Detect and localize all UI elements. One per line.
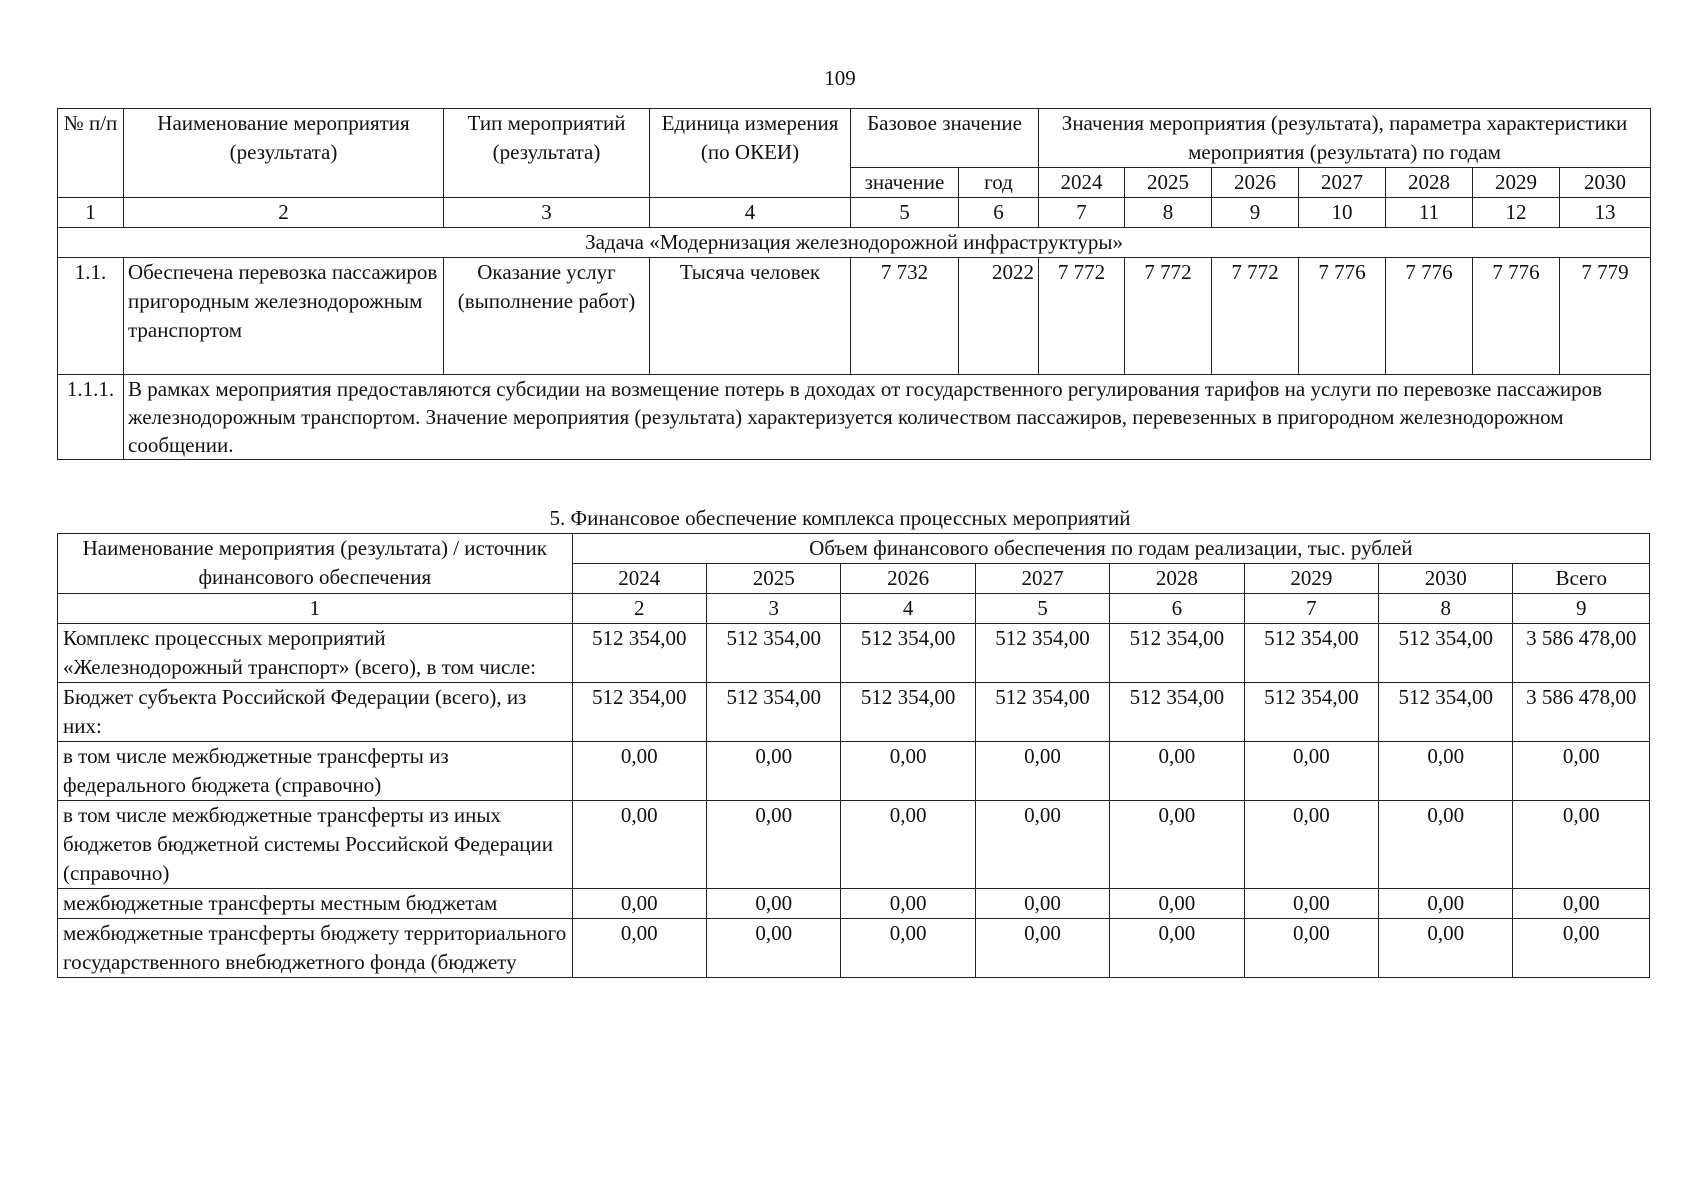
column-number: 4 xyxy=(650,198,851,228)
row-value: 0,00 xyxy=(975,801,1109,889)
row-value: 0,00 xyxy=(707,742,841,801)
row-base-value: 7 732 xyxy=(851,258,959,375)
row-value: 0,00 xyxy=(572,889,706,919)
header-base-value: значение xyxy=(851,168,959,198)
row-value: 0,00 xyxy=(1110,919,1244,978)
row-total: 0,00 xyxy=(1513,801,1650,889)
header-name: Наименование мероприятия (результата) xyxy=(124,109,444,198)
row-value: 0,00 xyxy=(707,801,841,889)
column-number: 12 xyxy=(1473,198,1560,228)
row-value: 0,00 xyxy=(975,889,1109,919)
row-value: 512 354,00 xyxy=(1244,624,1378,683)
row-value: 512 354,00 xyxy=(975,683,1109,742)
row-value: 0,00 xyxy=(1379,742,1513,801)
row-value: 0,00 xyxy=(1110,742,1244,801)
row-name: в том числе межбюджетные трансферты из федерального бюджета (справочно) xyxy=(58,742,573,801)
row-value: 0,00 xyxy=(1244,919,1378,978)
row-value: 0,00 xyxy=(975,742,1109,801)
row-value: 512 354,00 xyxy=(975,624,1109,683)
column-number: 4 xyxy=(841,594,975,624)
row-value: 512 354,00 xyxy=(1379,683,1513,742)
row-year-value: 7 779 xyxy=(1560,258,1651,375)
column-number: 8 xyxy=(1125,198,1212,228)
header-year: 2028 xyxy=(1386,168,1473,198)
header-year: 2026 xyxy=(1212,168,1299,198)
row-value: 0,00 xyxy=(1110,801,1244,889)
row-total: 3 586 478,00 xyxy=(1513,624,1650,683)
header-year: 2027 xyxy=(1299,168,1386,198)
table-row xyxy=(58,624,1650,683)
row-value: 0,00 xyxy=(1110,889,1244,919)
row-name: межбюджетные трансферты бюджету территориального государственного внебюджетного фонда (бюджету xyxy=(58,919,573,978)
row-total: 3 586 478,00 xyxy=(1513,683,1650,742)
table-row xyxy=(58,375,1651,460)
row-name: в том числе межбюджетные трансферты из иных бюджетов бюджетной системы Российской Федерации (справочно) xyxy=(58,801,573,889)
column-number: 13 xyxy=(1560,198,1651,228)
task-title: Задача «Модернизация железнодорожной инфраструктуры» xyxy=(58,228,1651,258)
header-name: Наименование мероприятия (результата) / источник финансового обеспечения xyxy=(58,534,573,594)
row-year-value: 7 772 xyxy=(1212,258,1299,375)
table2-column-numbers xyxy=(58,594,1650,624)
row-year-value: 7 772 xyxy=(1125,258,1212,375)
header-unit: Единица измерения (по ОКЕИ) xyxy=(650,109,851,198)
column-number: 5 xyxy=(975,594,1109,624)
row-value: 0,00 xyxy=(572,742,706,801)
column-number: 5 xyxy=(851,198,959,228)
row-value: 512 354,00 xyxy=(1110,683,1244,742)
header-values: Значения мероприятия (результата), параметра характеристики мероприятия (результата) по годам xyxy=(1039,109,1651,168)
row-value: 0,00 xyxy=(975,919,1109,978)
row-value: 512 354,00 xyxy=(707,683,841,742)
table-row xyxy=(58,258,1651,375)
header-num: № п/п xyxy=(58,109,124,198)
column-number: 8 xyxy=(1379,594,1513,624)
column-number: 10 xyxy=(1299,198,1386,228)
financing-table xyxy=(57,533,1650,978)
row-value: 0,00 xyxy=(841,801,975,889)
row-value: 0,00 xyxy=(1244,801,1378,889)
header-total: Всего xyxy=(1513,564,1650,594)
row-unit: Тысяча человек xyxy=(650,258,851,375)
table-row xyxy=(58,801,1650,889)
header-year: 2029 xyxy=(1473,168,1560,198)
column-number: 7 xyxy=(1244,594,1378,624)
row-num: 1.1.1. xyxy=(58,375,124,460)
row-year-value: 7 776 xyxy=(1386,258,1473,375)
row-value: 0,00 xyxy=(1244,889,1378,919)
row-value: 0,00 xyxy=(1379,919,1513,978)
column-number: 1 xyxy=(58,198,124,228)
row-value: 0,00 xyxy=(1244,742,1378,801)
row-value: 0,00 xyxy=(707,889,841,919)
row-value: 0,00 xyxy=(572,801,706,889)
row-value: 0,00 xyxy=(707,919,841,978)
column-number: 7 xyxy=(1039,198,1125,228)
row-name: межбюджетные трансферты местным бюджетам xyxy=(58,889,573,919)
row-value: 0,00 xyxy=(841,742,975,801)
table-row xyxy=(58,919,1650,978)
header-year: 2025 xyxy=(707,564,841,594)
column-number: 2 xyxy=(572,594,706,624)
row-name: Комплекс процессных мероприятий «Железнодорожный транспорт» (всего), в том числе: xyxy=(58,624,573,683)
header-year: 2026 xyxy=(841,564,975,594)
row-value: 512 354,00 xyxy=(1379,624,1513,683)
row-value: 0,00 xyxy=(1379,801,1513,889)
row-total: 0,00 xyxy=(1513,919,1650,978)
row-description: В рамках мероприятия предоставляются субсидии на возмещение потерь в доходах от государственного регулирования тарифов на услуги по перевозке пассажиров железнодорожным транспортом. Значение мероприятия (результата) характеризуется количеством пассажиров, перевезенных в пригородном железнодорожном сообщении. xyxy=(124,375,1651,460)
header-type: Тип мероприятий (результата) xyxy=(444,109,650,198)
row-value: 512 354,00 xyxy=(1244,683,1378,742)
table-row xyxy=(58,683,1650,742)
column-number: 1 xyxy=(58,594,573,624)
page-number: 109 xyxy=(824,66,856,90)
row-value: 512 354,00 xyxy=(1110,624,1244,683)
row-value: 0,00 xyxy=(841,889,975,919)
row-year-value: 7 776 xyxy=(1299,258,1386,375)
row-value: 512 354,00 xyxy=(707,624,841,683)
header-base: Базовое значение xyxy=(851,109,1039,168)
row-name: Обеспечена перевозка пассажиров пригородным железнодорожным транспортом xyxy=(124,258,444,375)
row-year-value: 7 772 xyxy=(1039,258,1125,375)
row-value: 0,00 xyxy=(841,919,975,978)
header-base-year: год xyxy=(959,168,1039,198)
column-number: 2 xyxy=(124,198,444,228)
column-number: 6 xyxy=(1110,594,1244,624)
column-number: 3 xyxy=(444,198,650,228)
header-volume: Объем финансового обеспечения по годам реализации, тыс. рублей xyxy=(572,534,1649,564)
row-num: 1.1. xyxy=(58,258,124,375)
row-value: 512 354,00 xyxy=(572,624,706,683)
header-year: 2030 xyxy=(1379,564,1513,594)
row-value: 0,00 xyxy=(1379,889,1513,919)
column-number: 11 xyxy=(1386,198,1473,228)
column-number: 9 xyxy=(1212,198,1299,228)
header-year: 2030 xyxy=(1560,168,1651,198)
table2-header-row xyxy=(58,534,1650,564)
header-year: 2024 xyxy=(572,564,706,594)
table1-column-numbers xyxy=(58,198,1651,228)
column-number: 3 xyxy=(707,594,841,624)
row-base-year: 2022 xyxy=(959,258,1039,375)
row-total: 0,00 xyxy=(1513,889,1650,919)
header-year: 2024 xyxy=(1039,168,1125,198)
activities-table xyxy=(57,108,1651,460)
column-number: 6 xyxy=(959,198,1039,228)
header-year: 2029 xyxy=(1244,564,1378,594)
table-row xyxy=(58,742,1650,801)
table-row xyxy=(58,889,1650,919)
row-value: 512 354,00 xyxy=(841,683,975,742)
row-type: Оказание услуг (выполнение работ) xyxy=(444,258,650,375)
row-value: 512 354,00 xyxy=(841,624,975,683)
row-value: 0,00 xyxy=(572,919,706,978)
row-value: 512 354,00 xyxy=(572,683,706,742)
header-year: 2028 xyxy=(1110,564,1244,594)
section-title: 5. Финансовое обеспечение комплекса процессных мероприятий xyxy=(549,506,1131,530)
column-number: 9 xyxy=(1513,594,1650,624)
row-year-value: 7 776 xyxy=(1473,258,1560,375)
header-year: 2027 xyxy=(975,564,1109,594)
row-name: Бюджет субъекта Российской Федерации (всего), из них: xyxy=(58,683,573,742)
task-row xyxy=(58,228,1651,258)
row-total: 0,00 xyxy=(1513,742,1650,801)
header-year: 2025 xyxy=(1125,168,1212,198)
